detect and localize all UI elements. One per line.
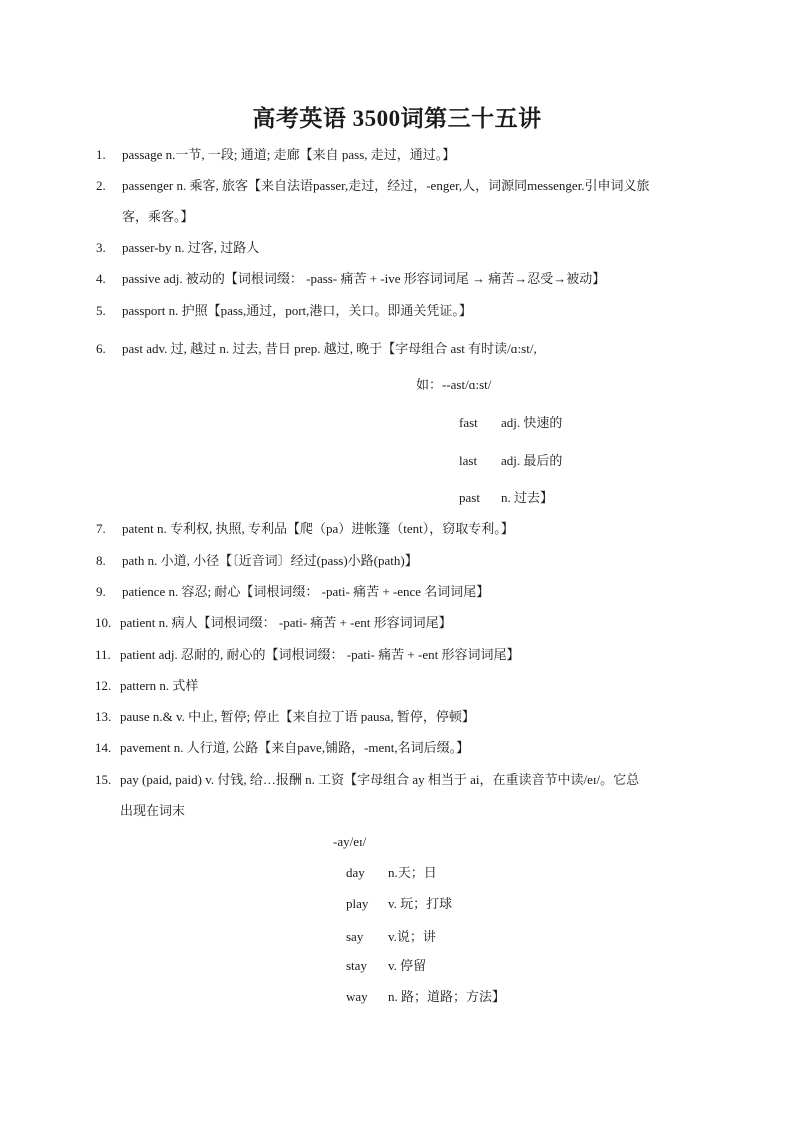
entry-number: 14. (95, 740, 112, 755)
example-meaning: v. 玩；打球 (388, 896, 453, 911)
entry-text: pavement n. 人行道, 公路【来自pave,铺路，-ment,名词后缀。】 (120, 740, 470, 755)
past-example-row (459, 453, 562, 469)
entry-text: passport n. 护照【pass,通过，port,港口，关口。即通关凭证。】 (122, 303, 472, 318)
pay-example-row (346, 958, 426, 974)
entry-text: past adv. 过, 越过 n. 过去, 昔日 prep. 越过, 晚于【字母组合 ast 有时读/ɑ:st/, (122, 341, 537, 356)
example-meaning: n. 路；道路；方法】 (388, 989, 506, 1004)
example-word: way (346, 989, 368, 1004)
entry-number: 11. (95, 647, 111, 662)
example-meaning: n. 过去】 (501, 490, 554, 505)
example-word: play (346, 896, 369, 911)
entry-text: pay (paid, paid) v. 付钱, 给…报酬 n. 工资【字母组合 ay 相当于 ai，在重读音节中读/eɪ/。它总 (120, 772, 640, 787)
entry-text: pause n.& v. 中止, 暂停; 停止【来自拉丁语 pausa, 暂停，停顿】 (120, 709, 475, 724)
entry-text: passenger n. 乘客, 旅客【来自法语passer,走过，经过，-enger,人，词源同messenger.引申词义旅 (122, 178, 650, 193)
entry-number: 6. (96, 341, 106, 356)
pay-example-row (346, 896, 452, 912)
pay-example-row (346, 929, 436, 945)
example-meaning: adj. 最后的 (501, 453, 563, 468)
entry-text-continuation: 客，乘客。】 (122, 209, 194, 224)
entry-text: pattern n. 式样 (120, 678, 199, 693)
example-meaning: adj. 快速的 (501, 415, 563, 430)
entry-number: 4. (96, 271, 106, 286)
entry-number: 13. (95, 709, 112, 724)
entry-text: patent n. 专利权, 执照, 专利品【爬（pa）进帐篷（tent），窃取专利。】 (122, 521, 514, 536)
example-word: fast (459, 415, 478, 430)
entry-number: 2. (96, 178, 106, 193)
entry-number: 7. (96, 521, 106, 536)
entry-number: 3. (96, 240, 106, 255)
entry-number: 8. (96, 553, 106, 568)
entry-text: path n. 小道, 小径【〔近音词〕经过(pass)小路(path)】 (122, 553, 418, 568)
example-word: day (346, 865, 365, 880)
past-example-row (459, 415, 562, 431)
example-meaning: n.天；日 (388, 865, 437, 880)
entry-text: passive adj. 被动的【词根词缀： -pass- 痛苦 + -ive 形容词词尾 → 痛苦→忍受→被动】 (122, 271, 606, 286)
entry-number: 5. (96, 303, 106, 318)
entry-text-continuation: 出现在词末 (120, 803, 186, 818)
entry-number: 12. (95, 678, 112, 693)
example-word: past (459, 490, 480, 505)
pay-examples-intro: -ay/eɪ/ (333, 834, 367, 849)
example-word: stay (346, 958, 367, 973)
entry-text: patience n. 容忍; 耐心【词根词缀： -pati- 痛苦 + -ence 名词词尾】 (122, 584, 490, 599)
entry-number: 1. (96, 147, 106, 162)
past-example-row (459, 490, 553, 506)
entry-text: passer-by n. 过客, 过路人 (122, 240, 260, 255)
entry-number: 9. (96, 584, 106, 599)
example-meaning: v. 停留 (388, 958, 427, 973)
entry-text: patient n. 病人【词根词缀： -pati- 痛苦 + -ent 形容词词尾】 (120, 615, 452, 630)
example-word: say (346, 929, 364, 944)
pay-example-row (346, 989, 505, 1005)
example-meaning: v.说；讲 (388, 929, 436, 944)
entry-text: passage n.一节, 一段; 通道; 走廊【来自 pass, 走过，通过。】 (122, 147, 456, 162)
entry-number: 10. (95, 615, 112, 630)
example-word: last (459, 453, 478, 468)
page-title: 高考英语 3500词第三十五讲 (252, 106, 542, 131)
past-examples-intro: 如：--ast/ɑ:st/ (416, 377, 492, 392)
entry-text: patient adj. 忍耐的, 耐心的【词根词缀： -pati- 痛苦 + -ent 形容词词尾】 (120, 647, 520, 662)
entry-number: 15. (95, 772, 112, 787)
pay-example-row (346, 865, 437, 881)
